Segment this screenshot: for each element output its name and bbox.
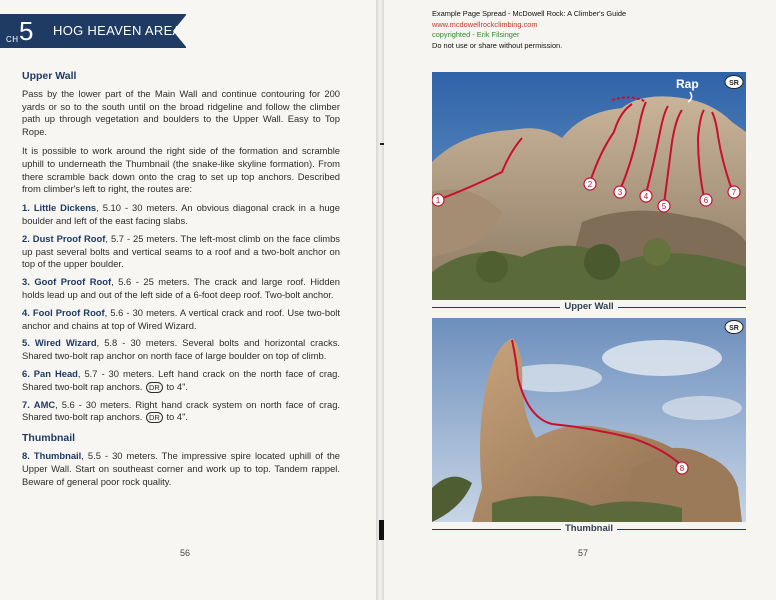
approach-paragraph: Pass by the lower part of the Main Wall and continue contouring for 200 yards or so to the south until on the broad ridgeline and follow the climber path up through vegetation and boulders to the Upper Wall. Easy to Top Rope. xyxy=(22,87,340,138)
header-website-link[interactable]: www.mcdowellrockclimbing.com xyxy=(432,19,538,29)
sr-badge-icon xyxy=(725,76,743,89)
thumbnail-photo xyxy=(432,318,746,522)
chapter-label: CH xyxy=(6,35,19,44)
route-name: Wired Wizard xyxy=(34,337,97,349)
route-name: Little Dickens xyxy=(33,202,97,214)
page-number-left: 56 xyxy=(180,548,191,558)
dr-badge: DR xyxy=(146,412,163,423)
svg-text:8: 8 xyxy=(679,464,685,473)
thumbnail-topo xyxy=(432,318,746,522)
route-name: AMC xyxy=(33,398,56,410)
caption-text: Thumbnail xyxy=(561,523,617,534)
route-number: 5. xyxy=(22,337,30,349)
route-name: Goof Proof Roof xyxy=(34,276,112,288)
sr-badge-icon xyxy=(725,321,743,334)
route-number: 8. xyxy=(22,449,30,461)
route-name: Fool Proof Roof xyxy=(32,306,105,318)
route-entry-8 xyxy=(22,450,340,488)
rap-label: Rap xyxy=(676,77,699,91)
route-name: Thumbnail xyxy=(33,449,82,461)
page-number-right: 57 xyxy=(578,548,589,558)
header-title: Example Page Spread - McDowell Rock: A Climber's Guide xyxy=(432,9,627,18)
dr-badge: DR xyxy=(146,382,163,393)
left-page xyxy=(0,0,378,600)
svg-text:2: 2 xyxy=(587,180,593,189)
route-marker-7 xyxy=(728,186,740,198)
chapter-banner xyxy=(0,14,186,48)
svg-text:SR: SR xyxy=(729,325,739,332)
guide-text xyxy=(22,70,340,493)
svg-text:SR: SR xyxy=(729,80,739,87)
route-description: , 5.6 - 30 meters. Right hand crack system on north face of crag. Shared two-bolt rap anchors. xyxy=(22,398,341,423)
anchor-paragraph: It is possible to work around the right side of the formation and scramble uphill to underneath the Thumbnail (the snake-like skyline formation). From there scramble back down onto the crag to set up top anchors. Described from climber's left to right, the routes are: xyxy=(22,144,340,195)
upper-wall-photo xyxy=(432,72,746,300)
route-marker-1 xyxy=(432,194,444,206)
route-number: 4. xyxy=(22,306,30,318)
route-marker-3 xyxy=(614,186,626,198)
upper-wall-topo xyxy=(432,72,746,300)
route-description: , 5.8 - 30 meters. Several bolts and horizontal cracks. Shared two-bolt rap anchor on north face of large boulder on top of climb. xyxy=(22,337,340,362)
route-description: , 5.7 - 25 meters. The left-most climb on the face climbs up past several bolts and vertical seams to a roof and a two-bolt anchor on top of the upper boulder. xyxy=(22,232,340,270)
route-number: 7. xyxy=(22,398,30,410)
route-number: 6. xyxy=(22,367,30,379)
header-copyright: copyrighted - Erik Filsinger xyxy=(432,30,520,39)
chapter-title: HOG HEAVEN AREA xyxy=(53,23,182,38)
route-marker-6 xyxy=(700,194,712,206)
route-description-end: to 4". xyxy=(163,411,189,423)
svg-text:4: 4 xyxy=(643,192,649,201)
route-name: Dust Proof Roof xyxy=(32,232,106,244)
route-entry-1 xyxy=(22,202,340,228)
route-number: 2. xyxy=(22,232,30,244)
caption-upper-wall xyxy=(432,301,746,313)
caption-thumbnail xyxy=(432,523,746,535)
route-entry-2 xyxy=(22,233,340,271)
svg-text:3: 3 xyxy=(617,188,623,197)
svg-text:1: 1 xyxy=(435,196,441,205)
svg-text:7: 7 xyxy=(731,188,737,197)
route-description: , 5.5 - 30 meters. The impressive spire located uphill of the Upper Wall. Start on southeast corner and work up to top. Tandem rappel. Beware of general poor rock quality. xyxy=(22,449,340,487)
route-entry-7 xyxy=(22,399,340,425)
section-title-upper-wall: Upper Wall xyxy=(22,70,77,82)
caption-text: Upper Wall xyxy=(560,301,617,312)
route-entry-3 xyxy=(22,276,340,302)
route-entry-5 xyxy=(22,337,340,363)
route-description: , 5.6 - 25 meters. The crack and large roof. Hidden holds lead up and out of the left side of a 6-foot deep roof. Two-bolt anchor. xyxy=(22,276,340,300)
route-marker-4 xyxy=(640,190,652,202)
route-description: , 5.10 - 30 meters. An obvious diagonal crack in a huge boulder and left of the east facing slabs. xyxy=(22,202,340,226)
route-marker-5 xyxy=(658,200,670,212)
route-number: 3. xyxy=(22,276,30,288)
route-description: , 5.7 - 30 meters. Left hand crack on the north face of crag. Shared two-bolt rap anchors. xyxy=(22,367,340,392)
header-notice: Do not use or share without permission. xyxy=(432,40,563,50)
route-name: Pan Head xyxy=(33,367,78,379)
route-number: 1. xyxy=(22,202,30,214)
route-entry-6 xyxy=(22,368,340,394)
svg-text:5: 5 xyxy=(661,202,667,211)
chapter-number: 5 xyxy=(19,16,34,46)
svg-text:6: 6 xyxy=(703,196,709,205)
route-entry-4 xyxy=(22,307,340,333)
route-marker-8 xyxy=(676,462,688,474)
route-description: , 5.6 - 30 meters. A vertical crack and roof. Use two-bolt anchor and chains at top of Wired Wizard. xyxy=(22,306,340,331)
watermark-header xyxy=(432,9,626,51)
route-description-end: to 4". xyxy=(163,380,189,392)
route-marker-2 xyxy=(584,178,596,190)
section-title-thumbnail: Thumbnail xyxy=(22,432,76,445)
